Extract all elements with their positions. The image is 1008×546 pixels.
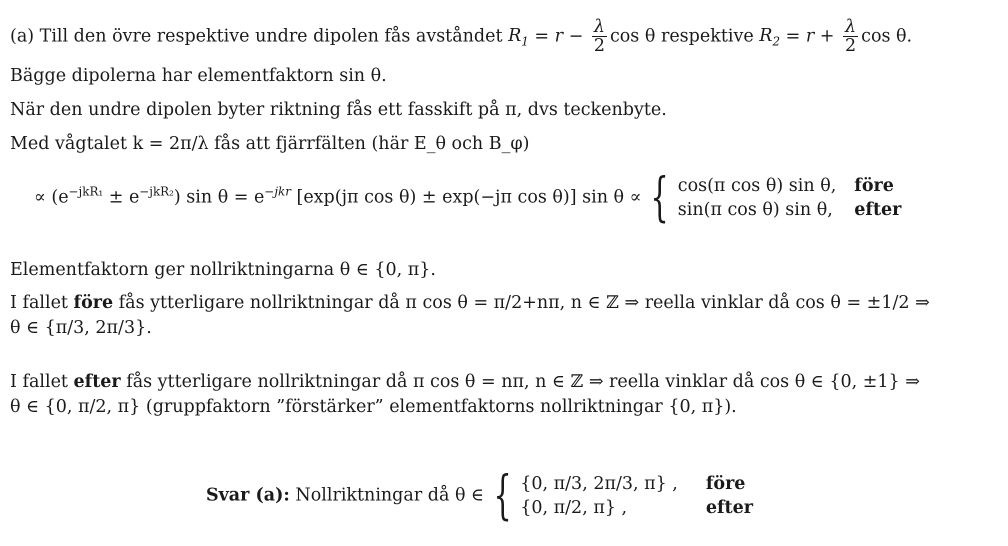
- eq-cases: [678, 176, 902, 220]
- answer-block: [206, 466, 753, 526]
- efter-bold: efter: [73, 372, 121, 392]
- distances-lead: (a) Till den övre respektive undre dipolen fås avståndet: [10, 26, 503, 47]
- cos-theta-2: cos θ.: [861, 26, 913, 47]
- paragraph-fore-2: θ ∈ {π/3, 2π/3}.: [10, 318, 152, 338]
- answer-brace: {: [493, 466, 512, 526]
- respektive-word: respektive: [660, 26, 754, 47]
- eq-case-1-label: före: [854, 176, 894, 196]
- answer-case-1: {0, π/3, 2π/3, π} ,: [520, 474, 678, 494]
- answer-cases: [520, 474, 753, 518]
- cases-brace: {: [650, 168, 669, 228]
- paragraph-wavenumber: Med vågtalet k = 2π/λ fås att fjärrfälten (här E_θ och B_φ): [10, 134, 530, 154]
- eq-pm: ± e: [103, 187, 140, 208]
- lambda-half-fraction-2: $\frac{\lambda}{2}$: [845, 17, 857, 57]
- eq-sup-3: −jkr: [264, 184, 291, 199]
- eq-case-2: sin(π cos θ) sin θ,: [677, 200, 833, 220]
- eq-prefix: ∝ (e: [34, 187, 69, 208]
- paragraph-efter-2: θ ∈ {0, π/2, π} (gruppfaktorn ”förstärker” elementfaktorns nollriktningar {0, π}).: [10, 397, 737, 417]
- eq-case-2-label: efter: [854, 200, 902, 220]
- r2-expression: = r +: [780, 26, 840, 47]
- cropped-heading-fragment: [10, 0, 50, 2]
- far-field-equation: [34, 168, 902, 228]
- r1-expression: = r −: [528, 26, 589, 47]
- paragraph-null-directions: Elementfaktorn ger nollriktningarna θ ∈ {0, π}.: [10, 260, 436, 280]
- fore-bold: före: [73, 293, 114, 313]
- answer-case-2: {0, π/2, π} ,: [520, 498, 628, 518]
- eq-mid: ) sin θ = e: [173, 187, 265, 208]
- paragraph-distances: [10, 18, 912, 56]
- paragraph-element-factor: Bägge dipolerna har elementfaktorn sin θ.: [10, 66, 387, 86]
- paragraph-fore-1: I fallet före fås ytterligare nollriktningar då π cos θ = π/2+nπ, n ∈ ℤ ⇒ reella vinklar då cos θ = ±1/2 ⇒: [10, 293, 930, 313]
- paragraph-efter-1: I fallet efter fås ytterligare nollriktningar då π cos θ = nπ, n ∈ ℤ ⇒ reella vinklar då cos θ ∈ {0, ±1} ⇒: [10, 372, 920, 392]
- r1-symbol: $R_1$: [508, 26, 529, 49]
- paragraph-phase-shift: När den undre dipolen byter riktning fås ett fasskift på π, dvs teckenbyte.: [10, 100, 667, 120]
- r2-symbol: $R_2$: [759, 26, 781, 49]
- answer-case-1-label: före: [705, 474, 746, 494]
- eq-case-1: cos(π cos θ) sin θ,: [677, 176, 837, 196]
- eq-rest: [exp(jπ cos θ) ± exp(−jπ cos θ)] sin θ ∝: [290, 187, 642, 208]
- answer-label: Svar (a):: [206, 485, 290, 506]
- lambda-half-fraction-1: $\frac{\lambda}{2}$: [593, 17, 605, 57]
- eq-sup-2: −jkR₂: [139, 184, 174, 199]
- answer-text: Nollriktningar då θ ∈: [295, 485, 485, 506]
- eq-sup-1: −jkR₁: [68, 184, 104, 199]
- answer-case-2-label: efter: [705, 498, 753, 518]
- cos-theta-1: cos θ: [609, 26, 656, 47]
